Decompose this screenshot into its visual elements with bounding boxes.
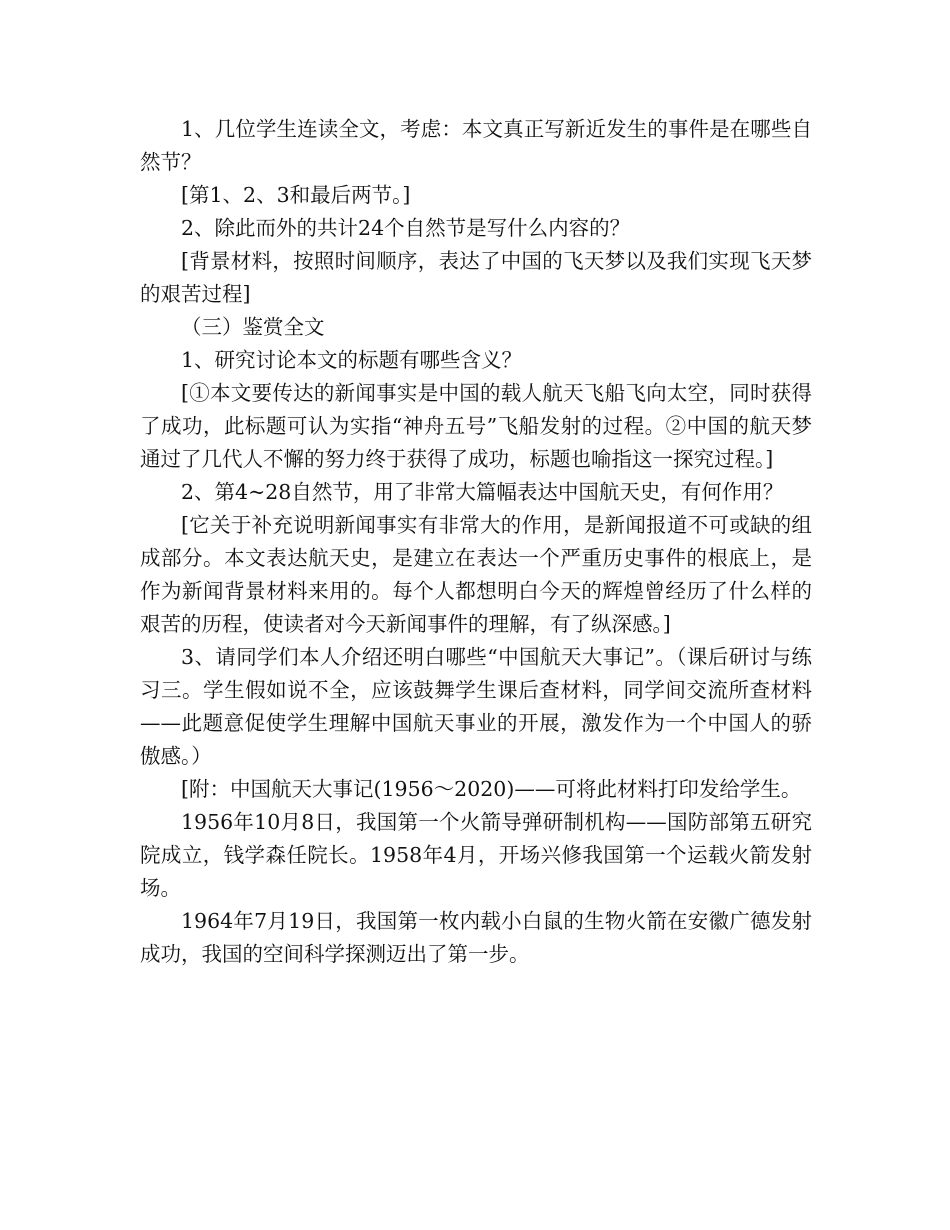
paragraph-event-1956: 1956年10月8日，我国第一个火箭导弹研制机构——国防部第五研究院成立，钱学森任院长。1958年4月，开场兴修我国第一个运载火箭发射场。 [140,810,812,900]
paragraph-answer-1: [第1、2、3和最后两节。] [181,183,411,207]
paragraph-discussion-answer-1: [①本文要传达的新闻事实是中国的载人航天飞船飞向太空，同时获得了成功，此标题可认为实指“神舟五号”飞船发射的过程。②中国的航天梦通过了几代人不懈的努力终于获得了成功，标题也喻指这一探究过程。] [140,381,812,471]
paragraph-discussion-3: 3、请同学们本人介绍还明白哪些“中国航天大事记”。（课后研讨与练习三。学生假如说不全，应该鼓舞学生课后查材料，同学间交流所查材料——此题意促使学生理解中国航天事业的开展，激发作为一个中国人的骄傲感。） [140,645,812,768]
document-body [140,113,812,971]
paragraph-discussion-answer-2: [它关于补充说明新闻事实有非常大的作用，是新闻报道不可或缺的组成部分。本文表达航天史，是建立在表达一个严重历史事件的根底上，是作为新闻背景材料来用的。每个人都想明白今天的辉煌曾经历了什么样的艰苦的历程，使读者对今天新闻事件的理解，有了纵深感。] [140,513,812,636]
paragraph-discussion-1: 1、研究讨论本文的标题有哪些含义？ [181,348,523,372]
paragraph-answer-2: [背景材料，按照时间顺序，表达了中国的飞天梦以及我们实现飞天梦的艰苦过程] [140,249,812,306]
paragraph-question-1: 1、几位学生连读全文，考虑：本文真正写新近发生的事件是在哪些自然节？ [140,117,812,174]
paragraph-question-2: 2、除此而外的共计24个自然节是写什么内容的？ [181,216,631,240]
paragraph-discussion-2: 2、第4~28自然节，用了非常大篇幅表达中国航天史，有何作用？ [181,480,784,504]
paragraph-appendix-title: [附：中国航天大事记(1956～2020)——可将此材料打印发给学生。 [181,777,802,801]
paragraph-event-1964: 1964年7月19日，我国第一枚内载小白鼠的生物火箭在安徽广德发射成功，我国的空间科学探测迈出了第一步。 [140,909,812,966]
section-heading-appreciation: （三）鉴赏全文 [181,315,325,339]
